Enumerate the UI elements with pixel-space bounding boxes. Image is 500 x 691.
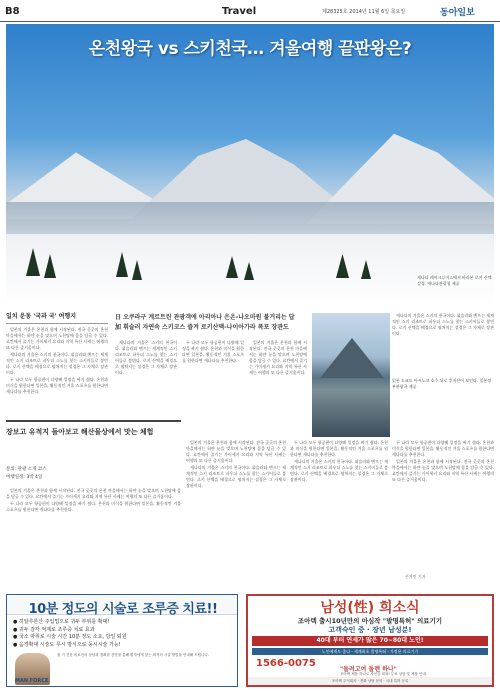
body-column [182, 340, 244, 418]
body-paragraph: 일본의 겨울은 온천과 함께 시작된다. 전국 곳곳의 온천 마을에서는 하얀 눈을 맞으며 노천탕에 몸을 담글 수 있다. 료칸에서 즐기는 가이세키 요리와 지역 특산 사케는 여행의 또 다른 즐거움이다. [392, 459, 494, 482]
advertisement-right[interactable] [246, 594, 494, 687]
body-column-lower [290, 440, 388, 570]
ad-body-text: 조아텍 제품 하나로 자신감 회복! 무료 상담 및 제품 안내. [340, 672, 427, 676]
body-column-lower [186, 440, 286, 570]
advertisement-left[interactable] [6, 594, 238, 687]
ad-target-text: 고객숙인 중 · 장년 남성분! [328, 626, 412, 634]
article-byline: 손가인 기자 [405, 574, 426, 579]
ad-banner: 40대 부터 연세가 많은 70~80대 노인! [252, 636, 488, 646]
photo-caption: 캐나다 레이크루이스에서 바라본 로키 산맥 설경. 캐나다관광청 제공 [416, 274, 494, 287]
issue-date: 제28325호 2014년 11월 6일 목요일 [322, 9, 406, 15]
ad-logo: MAN FORCE [15, 678, 49, 684]
body-paragraph: 두 나라 모두 항공편이 다양해 일정을 짜기 쉽다. 온천과 미식을 원한다면 일본을, 활동적인 겨울 스포츠를 원한다면 캐나다를 추천한다. [6, 377, 108, 394]
ad-feature-bar: 노인에게도 좋다 · 세계최초 발명특허 · 가정용 의료기기 [252, 648, 488, 655]
trip-info-line: 여행일정: 3박 4일 [6, 475, 43, 480]
ad-headline: 10분 정도의 시술로 조루증 치료!! [7, 595, 238, 615]
ad-feature-item: ● 음경확대 시술도 무시 방식으로 동시시술 가능! [13, 641, 121, 648]
ad-slogan: "돌려고여 돌렌 하나" [340, 666, 397, 673]
newspaper-masthead: 동아일보 [440, 8, 475, 18]
body-paragraph: 일본의 겨울은 온천과 함께 시작된다. 전국 곳곳의 온천 마을에서는 하얀 눈을 맞으며 노천탕에 몸을 담글 수 있다. 료칸에서 즐기는 가이세키 요리와 지역 특산 사케는 여행의 또 다른 즐거움이다. [186, 440, 286, 463]
page-header [0, 0, 500, 22]
article-subheads [115, 313, 305, 333]
body-column-bottom-left [6, 488, 181, 570]
ad-feature-item: ● 히알루론산 주입법으로 귀두 부위를 확대! [13, 619, 110, 625]
ad-footer: 조아텍 주식회사 · 전화 상담 문의 · 국내 특허 등록 [248, 677, 492, 685]
body-paragraph: 두 나라 모두 항공편이 다양해 일정을 짜기 쉽다. 온천과 미식을 원한다면 일본을, 활동적인 겨울 스포츠를 원한다면 캐나다를 추천한다. [6, 501, 181, 512]
pull-quote: 장보고 유적지 돌아보고 해산물상에서 맛는 체험 [6, 420, 181, 439]
body-paragraph: 캐나다의 겨울은 스키의 천국이다. 휘슬러와 밴프는 세계적인 스키 리조트로 파우더 스노를 찾는 스키어들로 붐빈다. 로키 산맥을 배경으로 펼쳐지는 설경은 그 자체로 장관이다. [6, 352, 108, 375]
body-paragraph: 캐나다의 겨울은 스키의 천국이다. 휘슬러와 밴프는 세계적인 스키 리조트로 파우더 스노를 찾는 스키어들로 붐빈다. 로키 산맥을 배경으로 펼쳐지는 설경은 그 자체로 장관이다. [186, 465, 286, 488]
article-headline: 온천왕국 vs 스키천국… 겨울여행 끝판왕은? [88, 39, 412, 59]
lake-photo [312, 313, 390, 437]
body-paragraph: 일본의 겨울은 온천과 함께 시작된다. 전국 곳곳의 온천 마을에서는 하얀 눈을 맞으며 노천탕에 몸을 담글 수 있다. 료칸에서 즐기는 가이세키 요리와 지역 특산 사케는 여행의 또 다른 즐거움이다. [249, 340, 307, 375]
column-title: 일치 운동 '국과 국' 여행지 [6, 312, 108, 324]
subhead: 日 오쿠라구 게르트린 관광객에 아리아나 은온-나오마원 불거리는 답 [115, 314, 295, 321]
ad-feature-list [13, 619, 127, 649]
body-column-right [392, 313, 494, 375]
ad-title: 남성(性) 희소식 [320, 600, 420, 616]
body-column [115, 340, 177, 418]
ad-phone-number[interactable]: 1566-0075 [256, 658, 316, 669]
ad-feature-item: ● 국소 마취로 시술 시간 10분 정도 소요, 당일 퇴원 [13, 634, 127, 640]
page-number: B8 [5, 6, 20, 17]
body-paragraph: 두 나라 모두 항공편이 다양해 일정을 짜기 쉽다. 온천과 미식을 원한다면 일본을, 활동적인 겨울 스포츠를 원한다면 캐나다를 추천한다. [290, 440, 388, 457]
lake-photo-caption: 일본 도쿄도 아시노코 호수 뒤로 후지산이 보인다. 일본정부관광국 제공 [392, 378, 492, 389]
main-photo [6, 24, 494, 306]
body-paragraph: 일본의 겨울은 온천과 함께 시작된다. 전국 곳곳의 온천 마을에서는 하얀 눈을 맞으며 노천탕에 몸을 담글 수 있다. 료칸에서 즐기는 가이세키 요리와 지역 특산 사케는 여행의 또 다른 즐거움이다. [6, 327, 108, 350]
subhead: 加 휘슬러 자연속 스키코스 즐겨 로키산맥-나이아가라 폭포 장관도 [115, 324, 289, 331]
body-paragraph: 두 나라 모두 항공편이 다양해 일정을 짜기 쉽다. 온천과 미식을 원한다면 일본을, 활동적인 겨울 스포츠를 원한다면 캐나다를 추천한다. [182, 340, 244, 363]
body-paragraph: 캐나다의 겨울은 스키의 천국이다. 휘슬러와 밴프는 세계적인 스키 리조트로 파우더 스노를 찾는 스키어들로 붐빈다. 로키 산맥을 배경으로 펼쳐지는 설경은 그 자체로 장관이다. [392, 313, 494, 336]
body-column [249, 340, 307, 418]
mountain-shape [320, 338, 384, 378]
ad-body-text: 장 기 전문 의료진의 상담과 정확한 진단을 통해 환자에게 맞는 최적의 시술 방법을 안내해 드립니다. [57, 653, 209, 657]
body-paragraph: 두 나라 모두 항공편이 다양해 일정을 짜기 쉽다. 온천과 미식을 원한다면 일본을, 활동적인 겨울 스포츠를 원한다면 캐나다를 추천한다. [392, 440, 494, 457]
ad-subtitle: 조아텍 출시10년만의 아심작 "발명특허" 의료기기 [297, 617, 443, 625]
body-paragraph: 캐나다의 겨울은 스키의 천국이다. 휘슬러와 밴프는 세계적인 스키 리조트로 파우더 스노를 찾는 스키어들로 붐빈다. 로키 산맥을 배경으로 펼쳐지는 설경은 그 자체로 장관이다. [290, 459, 388, 482]
body-column-right-lower [392, 440, 494, 570]
trip-info-line: 문의: 관광 소개 코스 [6, 467, 47, 472]
ad-feature-item: ● 귀두 감각 억제로 조루증 치료 효과 [13, 626, 95, 633]
body-paragraph: 캐나다의 겨울은 스키의 천국이다. 휘슬러와 밴프는 세계적인 스키 리조트로 파우더 스노를 찾는 스키어들로 붐빈다. 로키 산맥을 배경으로 펼쳐지는 설경은 그 자체로 장관이다. [115, 340, 177, 375]
trip-info [6, 466, 181, 482]
section-name: Travel [222, 6, 257, 17]
body-paragraph: 일본의 겨울은 온천과 함께 시작된다. 전국 곳곳의 온천 마을에서는 하얀 눈을 맞으며 노천탕에 몸을 담글 수 있다. 료칸에서 즐기는 가이세키 요리와 지역 특산 사케는 여행의 또 다른 즐거움이다. [6, 488, 181, 499]
